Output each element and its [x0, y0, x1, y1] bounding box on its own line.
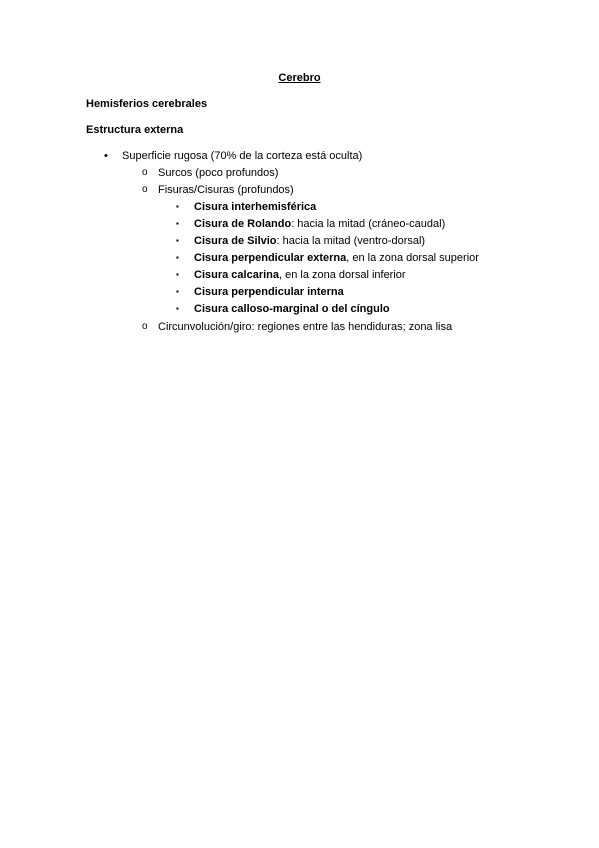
cisura-description: : hacia la mitad (ventro-dorsal) — [276, 235, 426, 247]
list-item — [194, 251, 479, 265]
cisura-name: Cisura interhemisférica — [194, 201, 317, 213]
list-item — [194, 200, 316, 214]
cisura-name: Cisura perpendicular interna — [194, 286, 344, 298]
square-bullet-marker: ▪ — [176, 253, 179, 262]
list-item — [194, 234, 425, 248]
square-bullet-marker: ▪ — [176, 304, 179, 313]
sub-item-circunvolucion: Circunvolución/giro: regiones entre las hendiduras; zona lisa — [158, 321, 453, 333]
square-bullet-marker: ▪ — [176, 287, 179, 296]
cisura-description: , en la zona dorsal superior — [346, 252, 479, 264]
sub-item-surcos: Surcos (poco profundos) — [158, 167, 279, 179]
cisura-name: Cisura calcarina — [194, 269, 279, 281]
cisura-description: : hacia la mitad (cráneo-caudal) — [291, 218, 446, 230]
cisura-name: Cisura de Silvio — [194, 235, 277, 247]
square-bullet-marker: ▪ — [176, 236, 179, 245]
list-item — [194, 268, 406, 282]
square-bullet-marker: ▪ — [176, 202, 179, 211]
section-heading-estructura: Estructura externa — [86, 124, 184, 136]
square-bullet-marker: ▪ — [176, 270, 179, 279]
section-heading-hemisferios: Hemisferios cerebrales — [86, 98, 208, 110]
bullet-marker: • — [104, 150, 108, 162]
cisura-name: Cisura perpendicular externa — [194, 252, 347, 264]
document-title: Cerebro — [278, 72, 321, 84]
sub-item-fisuras: Fisuras/Cisuras (profundos) — [158, 184, 294, 196]
square-bullet-marker: ▪ — [176, 219, 179, 228]
list-item — [194, 285, 344, 299]
list-item-superficie: Superficie rugosa (70% de la corteza está oculta) — [122, 150, 363, 162]
sub-bullet-marker: o — [142, 184, 148, 195]
list-item — [194, 302, 390, 316]
sub-bullet-marker: o — [142, 321, 148, 332]
cisura-description: , en la zona dorsal inferior — [279, 269, 406, 281]
list-item — [194, 217, 445, 231]
cisura-name: Cisura calloso-marginal o del cíngulo — [194, 303, 390, 315]
cisura-name: Cisura de Rolando — [194, 218, 292, 230]
sub-bullet-marker: o — [142, 167, 148, 178]
